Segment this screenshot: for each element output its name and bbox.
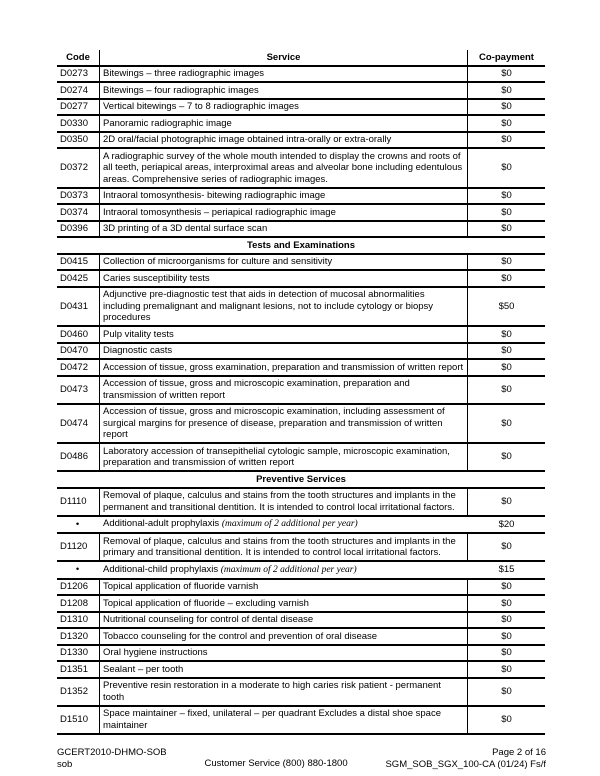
copayment-value: $0 xyxy=(501,630,512,642)
service-text: Panoramic radiographic image xyxy=(103,117,232,129)
copayment-value: $0 xyxy=(501,713,512,725)
service-text-wrap xyxy=(103,631,377,643)
service-description xyxy=(100,534,468,560)
service-description xyxy=(100,596,468,611)
service-description xyxy=(100,149,468,187)
table-row xyxy=(57,662,545,679)
service-text-wrap xyxy=(103,134,391,146)
service-description xyxy=(100,116,468,131)
service-note-italic: (maximum of 2 additional per year) xyxy=(220,564,357,575)
service-description xyxy=(100,707,468,733)
procedure-code: D1120 xyxy=(57,534,100,560)
service-text: Accession of tissue, gross and microscopic examination, including assessment of surgical margins for presence of disease, preparation and transmission of written report xyxy=(103,406,445,440)
copayment-value: $0 xyxy=(501,328,512,340)
service-text-wrap xyxy=(103,598,309,610)
copayment-value: $0 xyxy=(501,272,512,284)
service-description xyxy=(100,444,468,470)
table-row xyxy=(57,707,545,735)
copayment-value: $0 xyxy=(501,581,512,592)
procedure-code: D0425 xyxy=(57,271,100,286)
service-text-wrap xyxy=(103,362,463,374)
table-row xyxy=(57,580,545,597)
service-text: Laboratory accession of transepithelial cytologic sample, microscopic examination, preparation and transmission of written report xyxy=(103,445,450,468)
service-description xyxy=(100,344,468,359)
table-row xyxy=(57,360,545,377)
copayment-value: $0 xyxy=(501,206,512,218)
header-service: Service xyxy=(100,50,468,65)
bullet-marker: • xyxy=(75,518,80,530)
copayment-value: $0 xyxy=(501,162,512,173)
footer-form-number-line2: sob xyxy=(57,758,73,770)
table-row xyxy=(57,444,545,472)
service-text: 2D oral/facial photographic image obtained intra-orally or extra-orally xyxy=(103,134,392,145)
table-row xyxy=(57,222,545,239)
copayment-value: $0 xyxy=(501,647,512,658)
service-text: A radiographic survey of the whole mouth intended to display the crowns and roots of all teeth, periapical areas, interproximal areas and alveolar bone including edentulous areas. Comprehensive series of radiographic images. xyxy=(103,150,463,185)
service-text: Removal of plaque, calculus and stains from the tooth structures and implants in the permanent and transitional dentition. It is intended to control local irritational factors. xyxy=(103,490,456,513)
benefits-table-body xyxy=(57,67,545,735)
procedure-code: D1510 xyxy=(57,707,100,733)
procedure-code: D0396 xyxy=(57,222,100,237)
page-footer xyxy=(57,747,546,770)
service-text-wrap xyxy=(103,446,464,469)
service-text-wrap xyxy=(103,68,264,80)
service-description xyxy=(100,100,468,115)
service-text-wrap xyxy=(103,647,208,659)
service-text: Intraoral tomosynthesis- bitewing radiographic image xyxy=(103,190,326,201)
service-text-wrap xyxy=(103,85,259,97)
service-description xyxy=(100,377,468,403)
service-text: Space maintainer – fixed, unilateral – per quadrant Excludes a distal shoe space maintainer xyxy=(103,708,441,731)
procedure-code: D0274 xyxy=(57,83,100,98)
service-description xyxy=(100,83,468,98)
service-text-wrap xyxy=(103,581,258,593)
service-text-wrap xyxy=(103,329,174,341)
benefits-table xyxy=(57,50,545,735)
copayment-value: $0 xyxy=(501,663,512,675)
service-text: Additional-child prophylaxis xyxy=(103,563,221,575)
header-code: Code xyxy=(57,50,100,65)
section-header-row: Preventive Services xyxy=(57,472,545,489)
service-description xyxy=(100,562,468,578)
procedure-code: D1330 xyxy=(57,646,100,661)
service-description xyxy=(100,67,468,82)
service-text-wrap xyxy=(103,207,336,219)
service-text: Pulp vitality tests xyxy=(103,328,174,340)
service-text: Sealant – per tooth xyxy=(103,663,184,675)
table-row xyxy=(57,255,545,272)
copayment-value: $0 xyxy=(501,495,512,507)
procedure-code: D0373 xyxy=(57,189,100,204)
table-row xyxy=(57,613,545,630)
service-description xyxy=(100,489,468,515)
service-text-wrap xyxy=(103,118,232,130)
copayment-value: $0 xyxy=(501,685,512,697)
procedure-code: D1320 xyxy=(57,629,100,644)
service-description xyxy=(100,327,468,342)
service-description xyxy=(100,189,468,204)
header-copayment: Co-payment xyxy=(479,51,534,63)
footer-form-number-line1: GCERT2010-DHMO-SOB xyxy=(57,747,167,758)
copayment-value: $0 xyxy=(501,190,512,201)
service-text: Topical application of fluoride varnish xyxy=(103,581,259,592)
table-row xyxy=(57,133,545,150)
service-text-wrap xyxy=(103,708,464,731)
table-row xyxy=(57,629,545,646)
table-row xyxy=(57,100,545,117)
service-text: 3D printing of a 3D dental surface scan xyxy=(103,223,268,234)
procedure-code: D0470 xyxy=(57,344,100,359)
service-text-wrap xyxy=(103,536,464,559)
procedure-code: D0273 xyxy=(57,67,100,82)
procedure-code: D1206 xyxy=(57,580,100,595)
table-row xyxy=(57,679,545,707)
table-row xyxy=(57,344,545,361)
procedure-code: D0472 xyxy=(57,360,100,375)
service-text: Topical application of fluoride – excluding varnish xyxy=(103,597,309,609)
service-description xyxy=(100,646,468,661)
service-description xyxy=(100,517,468,533)
service-text: Collection of microorganisms for culture and sensitivity xyxy=(103,256,333,267)
service-text-wrap xyxy=(103,490,464,513)
table-row xyxy=(57,534,545,562)
service-description xyxy=(100,205,468,220)
table-row xyxy=(57,327,545,344)
service-text-wrap xyxy=(103,680,464,703)
service-text-wrap xyxy=(103,664,183,676)
procedure-code: D1310 xyxy=(57,613,100,628)
service-description xyxy=(100,613,468,628)
table-row xyxy=(57,489,545,517)
footer-customer-service: Customer Service (800) 880-1800 xyxy=(204,757,348,769)
service-text: Removal of plaque, calculus and stains from the tooth structures and implants in the primary and transitional dentition. It is intended to control local irritational factors. xyxy=(103,535,456,558)
service-description xyxy=(100,405,468,443)
procedure-code: D0474 xyxy=(57,405,100,443)
service-text: Accession of tissue, gross and microscopic examination, preparation and transmission of written report xyxy=(103,378,410,401)
procedure-code: D0431 xyxy=(57,288,100,326)
service-text-wrap xyxy=(103,101,299,113)
procedure-code: D0460 xyxy=(57,327,100,342)
copayment-value: $0 xyxy=(501,84,512,96)
section-header-row: Tests and Examinations xyxy=(57,238,545,255)
copayment-value: $0 xyxy=(501,417,512,429)
service-description xyxy=(100,133,468,148)
service-description xyxy=(100,580,468,595)
service-description xyxy=(100,662,468,677)
copayment-value: $0 xyxy=(501,361,512,373)
copayment-value: $0 xyxy=(501,223,512,234)
service-text-wrap xyxy=(103,256,332,268)
table-row xyxy=(57,205,545,222)
service-text: Intraoral tomosynthesis – periapical radiographic image xyxy=(103,206,336,218)
service-text: Diagnostic casts xyxy=(103,345,173,356)
service-text-wrap xyxy=(103,151,464,186)
bullet-row xyxy=(57,517,545,535)
copayment-value: $0 xyxy=(501,134,512,145)
procedure-code: D1352 xyxy=(57,679,100,705)
procedure-code: D0415 xyxy=(57,255,100,270)
service-text: Tobacco counseling for the control and prevention of oral disease xyxy=(103,630,378,642)
table-row xyxy=(57,189,545,206)
table-header-row xyxy=(57,50,545,67)
table-row xyxy=(57,288,545,328)
copayment-value: $0 xyxy=(501,451,512,463)
copayment-value: $15 xyxy=(498,564,515,575)
table-row xyxy=(57,83,545,100)
service-text: Oral hygiene instructions xyxy=(103,647,208,658)
service-text-wrap xyxy=(103,345,172,357)
footer-page-indicator: Page 2 of 16 xyxy=(492,747,546,758)
service-text: Preventive resin restoration in a moderate to high caries risk patient - permanent tooth xyxy=(103,680,441,703)
service-text-wrap xyxy=(103,273,210,285)
table-row xyxy=(57,596,545,613)
table-row xyxy=(57,377,545,405)
service-text-wrap xyxy=(103,518,358,531)
service-text: Bitewings – three radiographic images xyxy=(103,68,265,79)
table-row xyxy=(57,405,545,445)
service-text-wrap xyxy=(103,378,464,401)
copayment-value: $0 xyxy=(501,256,512,267)
service-text: Vertical bitewings – 7 to 8 radiographic images xyxy=(103,101,299,112)
service-text-wrap xyxy=(103,223,267,235)
procedure-code: D0486 xyxy=(57,444,100,470)
service-text-wrap xyxy=(103,614,313,626)
bullet-marker: • xyxy=(75,564,80,575)
service-text: Adjunctive pre-diagnostic test that aids in detection of mucosal abnormalities including premalignant and malignant lesions, not to include cytology or biopsy procedures xyxy=(103,289,434,323)
service-note-italic: (maximum of 2 additional per year) xyxy=(221,519,358,529)
service-description xyxy=(100,679,468,705)
copayment-value: $0 xyxy=(501,614,512,625)
procedure-code: D1110 xyxy=(57,489,100,515)
service-description xyxy=(100,360,468,375)
footer-right-block xyxy=(385,747,546,770)
procedure-code: D0277 xyxy=(57,100,100,115)
service-text-wrap xyxy=(103,190,325,202)
copayment-value: $0 xyxy=(501,597,512,609)
copayment-value: $20 xyxy=(498,518,515,530)
table-row xyxy=(57,67,545,84)
service-text: Accession of tissue, gross examination, preparation and transmission of written report xyxy=(103,361,464,373)
service-text: Nutritional counseling for control of dental disease xyxy=(103,614,314,625)
service-text-wrap xyxy=(103,406,464,441)
table-row xyxy=(57,271,545,288)
service-text: Additional-adult prophylaxis xyxy=(103,518,222,529)
footer-form-number xyxy=(57,747,167,770)
service-description xyxy=(100,271,468,286)
copayment-value: $0 xyxy=(501,101,512,112)
service-description xyxy=(100,255,468,270)
service-description xyxy=(100,288,468,326)
bullet-row xyxy=(57,562,545,580)
table-row xyxy=(57,116,545,133)
footer-document-code: SGM_SOB_SGX_100-CA (01/24) Fs/f xyxy=(385,758,546,770)
procedure-code: D0350 xyxy=(57,133,100,148)
table-row xyxy=(57,646,545,663)
service-text: Bitewings – four radiographic images xyxy=(103,84,259,96)
copayment-value: $0 xyxy=(501,117,512,129)
copayment-value: $0 xyxy=(501,541,512,553)
procedure-code: D1351 xyxy=(57,662,100,677)
service-text-wrap xyxy=(103,289,464,324)
service-text-wrap xyxy=(103,564,357,577)
procedure-code: D0372 xyxy=(57,149,100,187)
service-text: Caries susceptibility tests xyxy=(103,272,210,284)
procedure-code: D1208 xyxy=(57,596,100,611)
service-description xyxy=(100,629,468,644)
service-description xyxy=(100,222,468,237)
copayment-value: $0 xyxy=(501,383,512,395)
procedure-code: D0473 xyxy=(57,377,100,403)
table-row xyxy=(57,149,545,189)
procedure-code: D0330 xyxy=(57,116,100,131)
procedure-code: D0374 xyxy=(57,205,100,220)
copayment-value: $0 xyxy=(501,68,512,79)
copayment-value: $50 xyxy=(498,300,515,312)
copayment-value: $0 xyxy=(501,345,512,356)
